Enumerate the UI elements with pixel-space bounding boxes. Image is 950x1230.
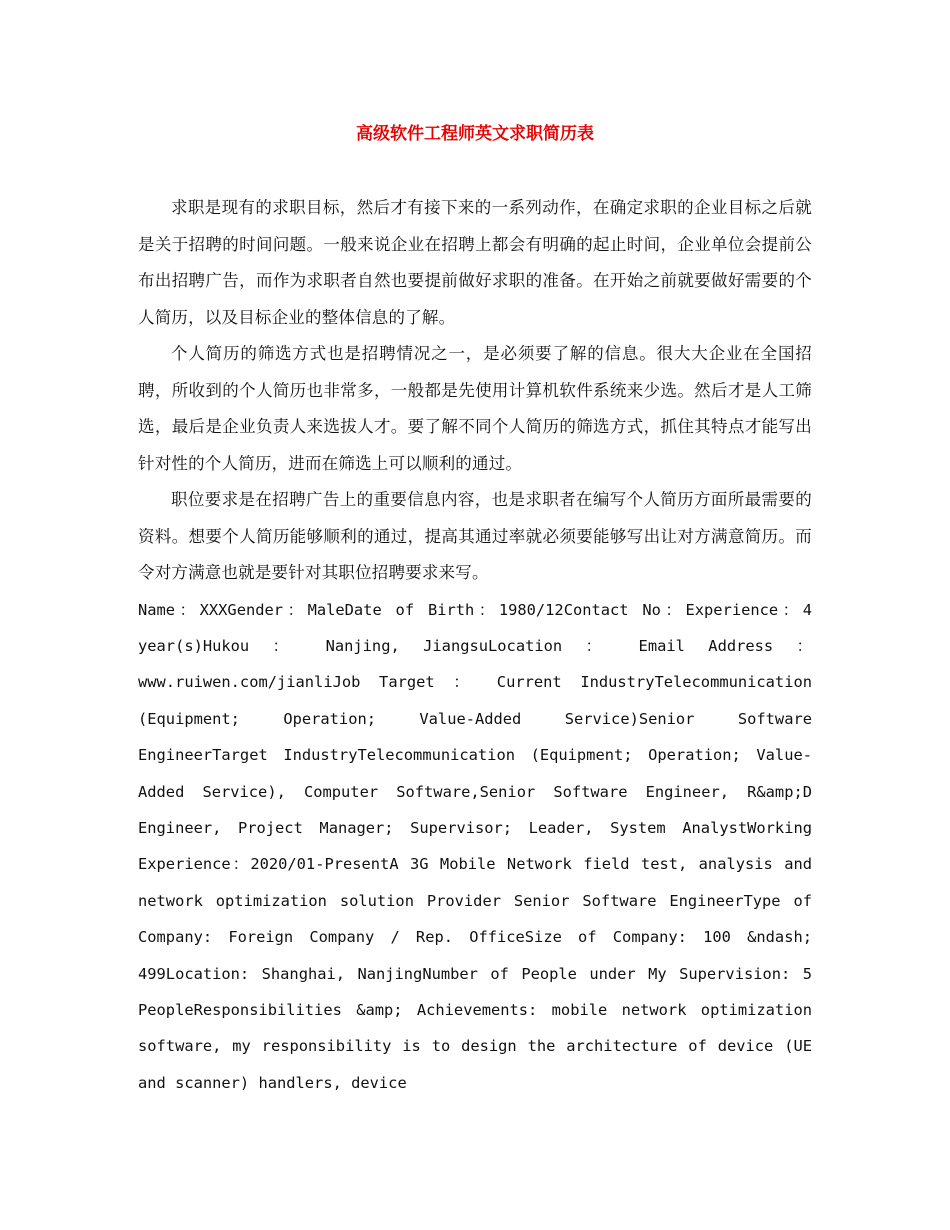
intro-paragraph-3: 职位要求是在招聘广告上的重要信息内容，也是求职者在编写个人简历方面所最需要的资料。想要个人简历能够顺利的通过，提高其通过率就必须要能够写出让对方满意简历。而令对方满意也就是要针对其职位招聘要求来写。 xyxy=(138,490,812,582)
document-title: 高级软件工程师英文求职简历表 xyxy=(356,124,594,144)
intro-paragraph-1: 求职是现有的求职目标，然后才有接下来的一系列动作，在确定求职的企业目标之后就是关于招聘的时间问题。一般来说企业在招聘上都会有明确的起止时间，企业单位会提前公布出招聘广告，而作为求职者自然也要提前做好求职的准备。在开始之前就要做好需要的个人简历，以及目标企业的整体信息的了解。 xyxy=(138,198,812,327)
intro-paragraph-2: 个人简历的筛选方式也是招聘情况之一，是必须要了解的信息。很大大企业在全国招聘，所收到的个人简历也非常多，一般都是先使用计算机软件系统来少选。然后才是人工筛选，最后是企业负责人来选拔人才。要了解不同个人简历的筛选方式，抓住其特点才能写出针对性的个人简历，进而在筛选上可以顺利的通过。 xyxy=(138,344,812,473)
document-body xyxy=(138,190,812,1101)
resume-text: Name：XXXGender：MaleDate of Birth：1980/12Contact No：Experience：4 year(s)Hukou ： Nanjing, JiangsuLocation ： Email Address ： www.ruiwen.com/jianliJob Target ： Current IndustryTelecommunication (Equipment; Operation; Value-Added Service)Senior Software EngineerTarget IndustryTelecommunication (Equipment; Operation; Value-Added Service), Computer Software,Senior Software Engineer, R&amp;D Engineer, Project Manager; Supervisor; Leader, System AnalystWorking Experience：2020/01-PresentA 3G Mobile Network field test, analysis and network optimization solution Provider Senior Software EngineerType of Company: Foreign Company / Rep. OfficeSize of Company: 100 &ndash; 499Location: Shanghai, NanjingNumber of People under My Supervision: 5 PeopleResponsibilities &amp; Achievements: mobile network optimization software, my responsibility is to design the architecture of device (UE and scanner) handlers, device xyxy=(138,600,812,1092)
